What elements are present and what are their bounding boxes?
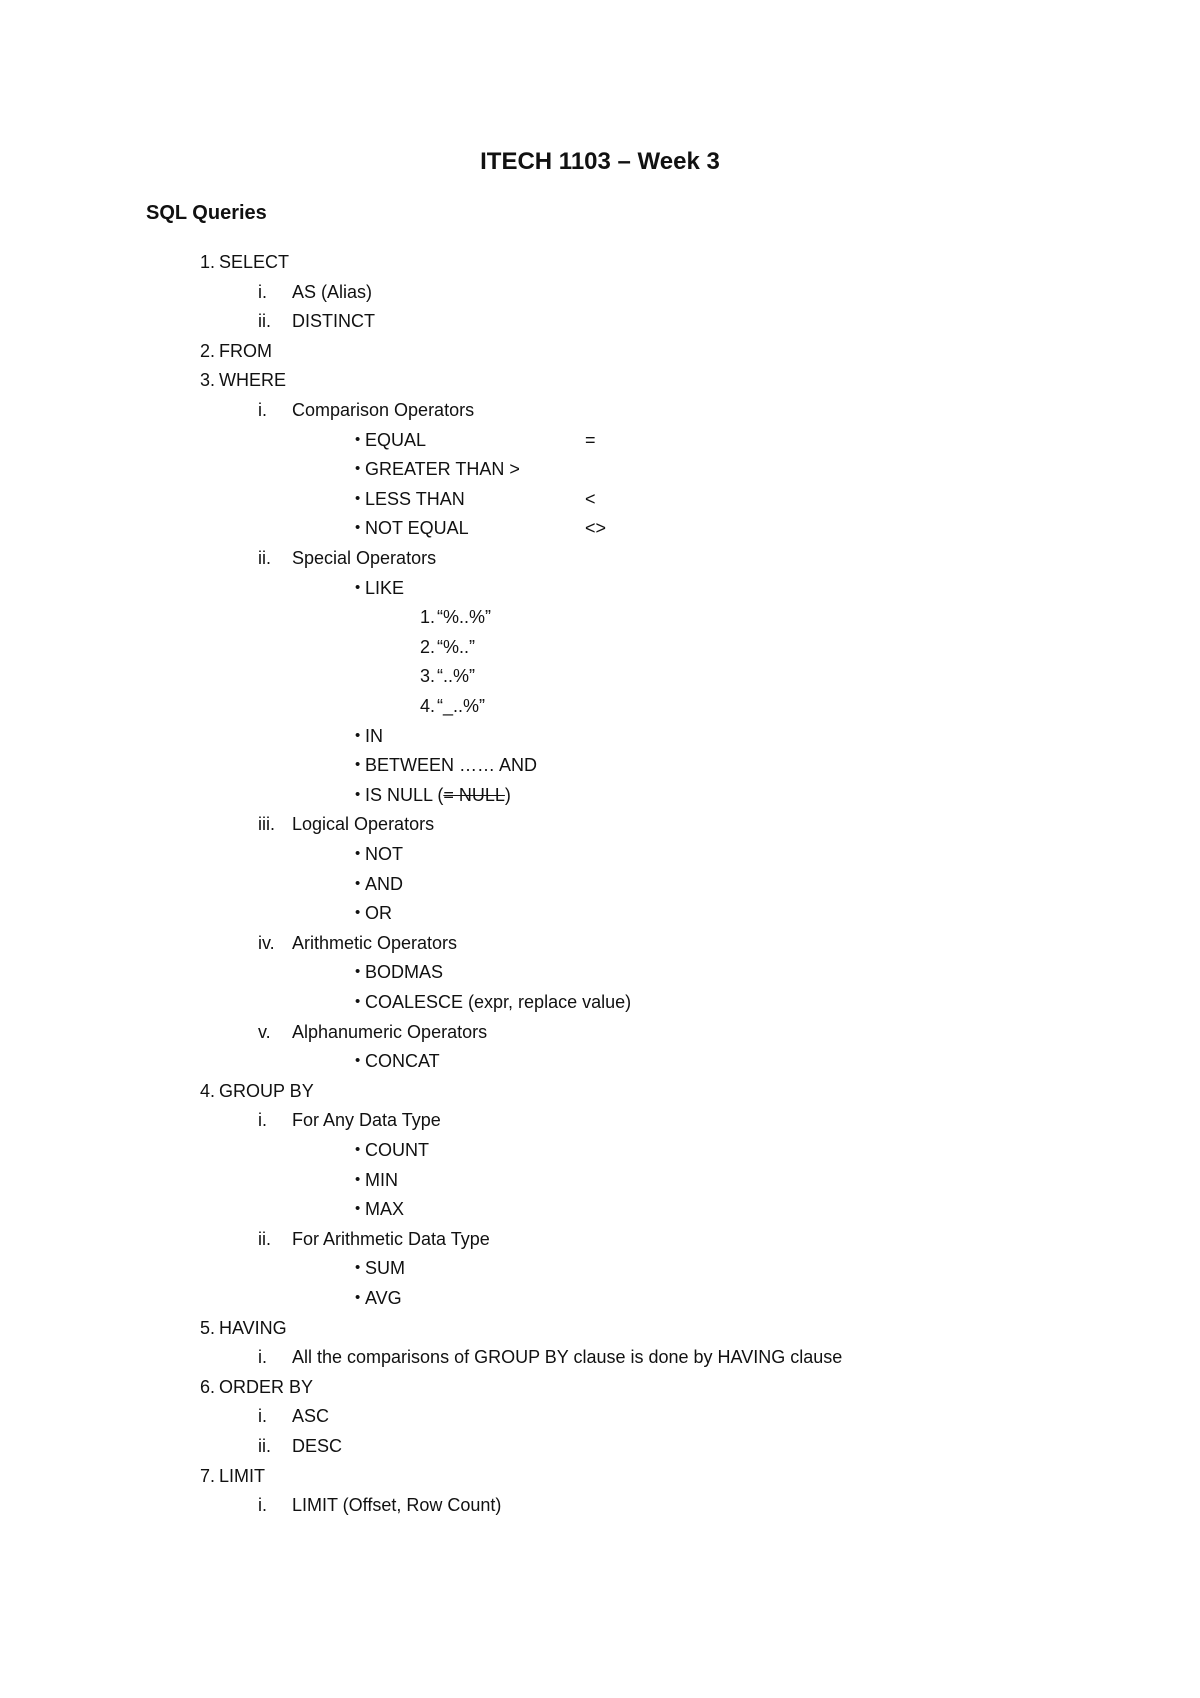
item-text	[219, 1373, 313, 1401]
item-text	[365, 514, 469, 542]
outline-item-limit-offset: i. LIMIT (Offset, Row Count)	[0, 1491, 1200, 1519]
item-label: COUNT	[365, 1140, 429, 1160]
item-label: “%..%”	[437, 607, 491, 628]
item-label: Comparison Operators	[292, 400, 475, 420]
item-label-suffix: )	[504, 784, 511, 805]
item-label: All the comparisons of GROUP BY clause is done by HAVING clause	[292, 1347, 843, 1368]
outline-item-concat: • CONCAT	[0, 1047, 1200, 1075]
outline-item-distinct: ii. DISTINCT	[0, 307, 1200, 335]
item-label: GREATER THAN >	[365, 459, 520, 480]
item-label: OR	[365, 903, 392, 924]
outline-item-as-alias: i. AS (Alias)	[0, 278, 1200, 306]
item-text	[292, 1343, 842, 1371]
item-label: LIMIT	[219, 1465, 266, 1486]
item-text	[292, 1402, 329, 1430]
item-text	[365, 988, 631, 1016]
outline-item-asc: i. ASC	[0, 1402, 1200, 1430]
item-text	[365, 485, 465, 513]
item-text	[292, 810, 434, 838]
item-label: SELECT	[219, 252, 290, 272]
item-text	[292, 307, 375, 335]
item-text	[219, 248, 289, 276]
item-label: Special Operators	[292, 548, 437, 568]
item-text	[365, 840, 403, 868]
item-label: BODMAS	[365, 962, 444, 983]
item-text	[292, 544, 436, 572]
outline-item-logical-operators: iii. Logical Operators	[0, 810, 1200, 838]
item-label: “_..%”	[437, 696, 486, 716]
outline-item-like-pattern-4: 4. “_..%”	[0, 692, 1200, 720]
outline-item-order-by: 6. ORDER BY	[0, 1373, 1200, 1401]
item-text	[437, 662, 475, 690]
item-label: Logical Operators	[292, 814, 435, 835]
item-text	[365, 1136, 429, 1164]
item-label: MIN	[365, 1169, 398, 1190]
outline-item-or: • OR	[0, 899, 1200, 927]
operator-symbol: =	[585, 429, 596, 450]
item-text	[365, 1254, 405, 1282]
item-text	[365, 574, 404, 602]
outline-item-where: 3. WHERE	[0, 366, 1200, 394]
item-label: MAX	[365, 1199, 405, 1220]
item-label: DESC	[292, 1436, 343, 1456]
item-label: BETWEEN …… AND	[365, 755, 538, 776]
item-text	[365, 426, 426, 454]
item-label: “..%”	[437, 666, 475, 687]
item-text	[292, 396, 474, 424]
outline-item-sum: • SUM	[0, 1254, 1200, 1282]
item-label: ORDER BY	[219, 1376, 314, 1397]
item-text	[365, 870, 403, 898]
item-text	[365, 1195, 404, 1223]
item-text	[219, 337, 272, 365]
item-text	[292, 1491, 501, 1519]
item-label: LESS THAN	[365, 488, 465, 509]
item-label: COALESCE (expr, replace value)	[365, 992, 632, 1012]
item-text	[292, 1432, 342, 1460]
item-text	[292, 278, 372, 306]
outline-item-like: • LIKE	[0, 574, 1200, 602]
item-text	[219, 366, 286, 394]
outline-item-coalesce: • COALESCE (expr, replace value)	[0, 988, 1200, 1016]
outline-item-avg: • AVG	[0, 1284, 1200, 1312]
operator-symbol: <	[585, 488, 596, 509]
item-label: WHERE	[219, 370, 286, 391]
outline-item-desc: ii. DESC	[0, 1432, 1200, 1460]
outline-item-special-operators: ii. Special Operators	[0, 544, 1200, 572]
item-text	[437, 603, 491, 631]
item-label: IN	[365, 725, 383, 746]
item-text	[219, 1462, 265, 1490]
item-text	[292, 929, 457, 957]
item-label: Arithmetic Operators	[292, 932, 458, 953]
outline-item-equal: • EQUAL =	[0, 426, 1200, 454]
outline-item-in: • IN	[0, 722, 1200, 750]
outline-item-limit: 7. LIMIT	[0, 1462, 1200, 1490]
outline-item-is-null: • IS NULL (= NULL)	[0, 781, 1200, 809]
item-text	[437, 692, 485, 720]
item-label: LIKE	[365, 577, 405, 598]
item-label: AS (Alias)	[292, 281, 373, 302]
outline-item-comparison-operators: i. Comparison Operators	[0, 396, 1200, 424]
struck-text: = NULL	[443, 784, 505, 805]
item-label: Alphanumeric Operators	[292, 1021, 488, 1042]
outline-item-between-and: • BETWEEN …… AND	[0, 751, 1200, 779]
item-text	[292, 1225, 490, 1253]
outline-item-group-by: 4. GROUP BY	[0, 1077, 1200, 1105]
outline-item-like-pattern-3: 3. “..%”	[0, 662, 1200, 690]
item-text	[365, 958, 443, 986]
outline-item-greater-than: • GREATER THAN >	[0, 455, 1200, 483]
outline-item-less-than: • LESS THAN <	[0, 485, 1200, 513]
item-label: EQUAL	[365, 429, 427, 450]
item-label: For Arithmetic Data Type	[292, 1228, 490, 1249]
outline-item-bodmas: • BODMAS	[0, 958, 1200, 986]
item-label: For Any Data Type	[292, 1110, 441, 1131]
item-label: DISTINCT	[292, 311, 375, 332]
outline-item-alphanumeric-operators: v. Alphanumeric Operators	[0, 1018, 1200, 1046]
outline-item-max: • MAX	[0, 1195, 1200, 1223]
outline-item-select: 1. SELECT	[0, 248, 1200, 276]
outline-item-not: • NOT	[0, 840, 1200, 868]
operator-symbol: <>	[585, 518, 607, 539]
outline-item-having: 5. HAVING	[0, 1314, 1200, 1342]
outline-item-and: • AND	[0, 870, 1200, 898]
item-label: HAVING	[219, 1317, 287, 1338]
item-text	[365, 1284, 402, 1312]
item-label: NOT	[365, 844, 403, 864]
item-label: IS NULL (	[365, 784, 444, 805]
item-label: LIMIT (Offset, Row Count)	[292, 1495, 502, 1516]
item-text	[365, 781, 511, 809]
section-heading: SQL Queries	[146, 202, 267, 224]
item-text	[292, 1018, 487, 1046]
outline-item-any-data-type: i. For Any Data Type	[0, 1106, 1200, 1134]
item-text	[219, 1314, 287, 1342]
item-label: CONCAT	[365, 1051, 440, 1072]
item-text	[365, 899, 392, 927]
item-label: FROM	[219, 340, 272, 361]
item-label: SUM	[365, 1258, 405, 1279]
outline-item-having-note: i. All the comparisons of GROUP BY clause is done by HAVING clause	[0, 1343, 1200, 1371]
document-title: ITECH 1103 – Week 3	[480, 148, 720, 175]
item-text	[365, 1047, 440, 1075]
item-text	[365, 751, 537, 779]
outline-item-from: 2. FROM	[0, 337, 1200, 365]
outline-item-not-equal: • NOT EQUAL <>	[0, 514, 1200, 542]
item-label: AVG	[365, 1288, 402, 1308]
item-label: NOT EQUAL	[365, 518, 469, 539]
outline-item-arithmetic-operators: iv. Arithmetic Operators	[0, 929, 1200, 957]
item-label: GROUP BY	[219, 1080, 314, 1101]
item-label: ASC	[292, 1406, 330, 1427]
item-text	[219, 1077, 314, 1105]
outline-item-count: • COUNT	[0, 1136, 1200, 1164]
item-text	[365, 722, 383, 750]
item-text	[365, 455, 520, 483]
outline-item-min: • MIN	[0, 1166, 1200, 1194]
item-label: AND	[365, 873, 404, 894]
outline-item-like-pattern-1: 1. “%..%”	[0, 603, 1200, 631]
outline-item-like-pattern-2: 2. “%..”	[0, 633, 1200, 661]
item-text	[292, 1106, 441, 1134]
item-text	[437, 633, 475, 661]
outline-item-arithmetic-data-type: ii. For Arithmetic Data Type	[0, 1225, 1200, 1253]
item-text	[365, 1166, 398, 1194]
item-label: “%..”	[437, 636, 475, 657]
